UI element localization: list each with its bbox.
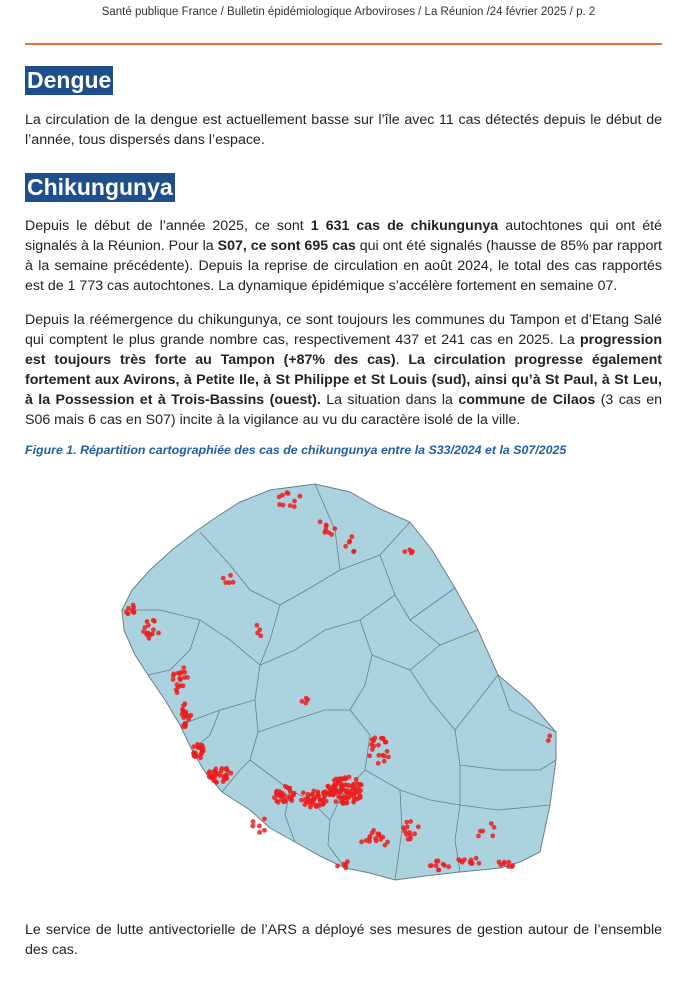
case-point	[322, 792, 327, 797]
case-point	[316, 790, 321, 795]
case-point	[304, 696, 309, 701]
case-point	[510, 863, 515, 868]
case-point	[344, 783, 349, 788]
case-point	[338, 789, 343, 794]
case-point	[359, 839, 364, 844]
case-point	[286, 786, 291, 791]
case-point	[301, 790, 306, 795]
figure-caption: Figure 1. Répartition cartographiée des cas de chikungunya entre la S33/2024 et la S07/2025	[25, 443, 567, 457]
case-point	[231, 580, 236, 585]
case-point	[131, 605, 136, 610]
case-point	[207, 774, 212, 779]
case-point	[198, 755, 203, 760]
case-point	[212, 769, 217, 774]
case-point	[350, 534, 355, 539]
case-point	[223, 580, 228, 585]
case-point	[324, 524, 329, 529]
case-point	[146, 631, 151, 636]
case-point	[377, 832, 382, 837]
case-point	[506, 864, 511, 869]
case-point	[276, 800, 281, 805]
case-point	[178, 677, 183, 682]
case-point	[199, 751, 204, 756]
case-point	[151, 627, 156, 632]
case-point	[382, 754, 387, 759]
case-point	[412, 831, 417, 836]
case-point	[382, 759, 387, 764]
case-point	[332, 778, 337, 783]
case-point	[171, 673, 176, 678]
reunion-map	[110, 470, 580, 890]
case-point	[379, 736, 384, 741]
case-point	[405, 825, 410, 830]
case-point	[468, 860, 473, 865]
case-point	[547, 734, 552, 739]
chikungunya-paragraph-1: Depuis le début de l’année 2025, ce sont 1 631 cas de chikungunya autochtones qui ont été signalés à la Réunion. Pour la S07, ce sont 695 cas qui ont été signalés (hausse de 85% par rapport à la semaine précédente). Depuis la reprise de circulation en août 2024, le total des cas rapportés est de 1 773 cas autochtones. La dynamique épidémique s’accélère fortement en semaine 07.	[25, 218, 663, 294]
case-point	[192, 744, 197, 749]
section-heading-chikungunya: Chikungunya	[27, 174, 173, 200]
case-point	[478, 829, 483, 834]
case-point	[305, 794, 310, 799]
case-point	[257, 824, 262, 829]
case-point	[147, 636, 152, 641]
case-point	[314, 794, 319, 799]
case-point	[181, 710, 186, 715]
map-communes	[122, 484, 556, 880]
case-point	[146, 623, 151, 628]
case-point	[262, 817, 267, 822]
case-point	[378, 837, 383, 842]
case-point	[441, 862, 446, 867]
case-point	[385, 840, 390, 845]
case-point	[436, 868, 441, 873]
case-point	[376, 743, 381, 748]
case-point	[274, 789, 279, 794]
case-point	[181, 703, 186, 708]
case-point	[490, 833, 495, 838]
case-point	[477, 861, 482, 866]
case-point	[376, 761, 381, 766]
case-point	[150, 632, 155, 637]
case-point	[156, 631, 161, 636]
case-point	[336, 780, 341, 785]
case-point	[343, 544, 348, 549]
case-point	[373, 836, 378, 841]
case-point	[152, 619, 157, 624]
case-point	[347, 539, 352, 544]
case-point	[283, 799, 288, 804]
island-outline	[122, 484, 556, 880]
case-point	[213, 774, 218, 779]
case-point	[446, 864, 451, 869]
case-point	[220, 766, 225, 771]
case-point	[178, 671, 183, 676]
case-point	[351, 549, 356, 554]
case-point	[474, 856, 479, 861]
case-point	[257, 830, 262, 835]
case-point	[292, 499, 297, 504]
case-point	[292, 504, 297, 509]
case-point	[383, 740, 388, 745]
case-point	[251, 819, 256, 824]
case-point	[341, 862, 346, 867]
case-point	[356, 786, 361, 791]
case-point	[298, 494, 303, 499]
case-point	[221, 576, 226, 581]
case-point	[404, 820, 409, 825]
case-point	[341, 796, 346, 801]
case-point	[262, 828, 267, 833]
case-point	[402, 549, 407, 554]
case-point	[355, 797, 360, 802]
case-point	[193, 754, 198, 759]
case-point	[476, 834, 481, 839]
case-point	[286, 491, 291, 496]
case-point	[546, 738, 551, 743]
case-point	[250, 824, 255, 829]
case-point	[386, 755, 391, 760]
case-point	[364, 838, 369, 843]
case-point	[280, 791, 285, 796]
case-point	[434, 859, 439, 864]
case-point	[228, 573, 233, 578]
case-point	[300, 699, 305, 704]
case-point	[124, 610, 129, 615]
case-point	[334, 799, 339, 804]
case-point	[291, 793, 296, 798]
case-point	[347, 789, 352, 794]
chikungunya-paragraph-2: Depuis la réémergence du chikungunya, ce sont toujours les communes du Tampon et d’Etang Salé qui comptent le plus grande nombre cas, respectivement 437 et 241 cas en 2025. La progression est toujours très forte au Tampon (+87% des cas). La circulation progresse également fortement aux Avirons, à Petite Ile, à St Philippe et St Louis (sud), ainsi qu’à St Paul, à St Leu, à la Possession et à Trois-Bassins (ouest). La situation dans la commune de Cilaos (3 cas en S06 mais 6 cas en S07) incite à la vigilance au vu du caractère isolé de la ville.	[25, 312, 662, 428]
case-point	[410, 549, 415, 554]
case-point	[404, 832, 409, 837]
case-point	[351, 782, 356, 787]
case-point	[371, 828, 376, 833]
section-heading-dengue: Dengue	[27, 67, 112, 93]
page-header: Santé publique France / Bulletin épidémiologique Arboviroses / La Réunion /24 février 2025 / p. 2	[101, 6, 596, 18]
case-point	[221, 779, 226, 784]
case-point	[126, 606, 131, 611]
case-point	[345, 800, 350, 805]
case-point	[497, 860, 502, 865]
case-point	[132, 610, 137, 615]
case-point	[371, 738, 376, 743]
case-point	[321, 802, 326, 807]
case-point	[367, 753, 372, 758]
case-point	[339, 785, 344, 790]
case-point	[385, 749, 390, 754]
case-point	[174, 687, 179, 692]
case-point	[255, 631, 260, 636]
case-point	[312, 789, 317, 794]
case-point	[368, 834, 373, 839]
case-point	[335, 864, 340, 869]
case-point	[310, 799, 315, 804]
case-point	[277, 502, 282, 507]
case-point	[434, 863, 439, 868]
case-point	[416, 824, 421, 829]
dengue-paragraph: La circulation de la dengue est actuellement basse sur l’île avec 11 cas détectés depuis le début de l’année, tous dispersés dans l’espace.	[25, 112, 662, 148]
case-point	[303, 802, 308, 807]
case-point	[326, 530, 331, 535]
case-point	[331, 788, 336, 793]
case-point	[277, 494, 282, 499]
case-point	[325, 784, 330, 789]
case-point	[376, 753, 381, 758]
case-point	[318, 519, 323, 524]
case-point	[288, 503, 293, 508]
closing-paragraph: Le service de lutte antivectorielle de l’ARS a déployé ses mesures de gestion autour de l’ensemble des cas.	[25, 922, 662, 958]
case-point	[489, 821, 494, 826]
case-point	[185, 675, 190, 680]
case-point	[187, 714, 192, 719]
case-point	[181, 665, 186, 670]
case-point	[458, 858, 463, 863]
case-point	[332, 526, 337, 531]
case-point	[183, 721, 188, 726]
case-point	[225, 768, 230, 773]
case-point	[502, 860, 507, 865]
case-point	[171, 677, 176, 682]
header-rule	[25, 43, 662, 45]
case-point	[255, 623, 260, 628]
case-point	[428, 863, 433, 868]
case-point	[354, 777, 359, 782]
case-point	[372, 744, 377, 749]
case-point	[506, 860, 511, 865]
case-point	[198, 743, 203, 748]
case-point	[347, 795, 352, 800]
case-point	[343, 775, 348, 780]
